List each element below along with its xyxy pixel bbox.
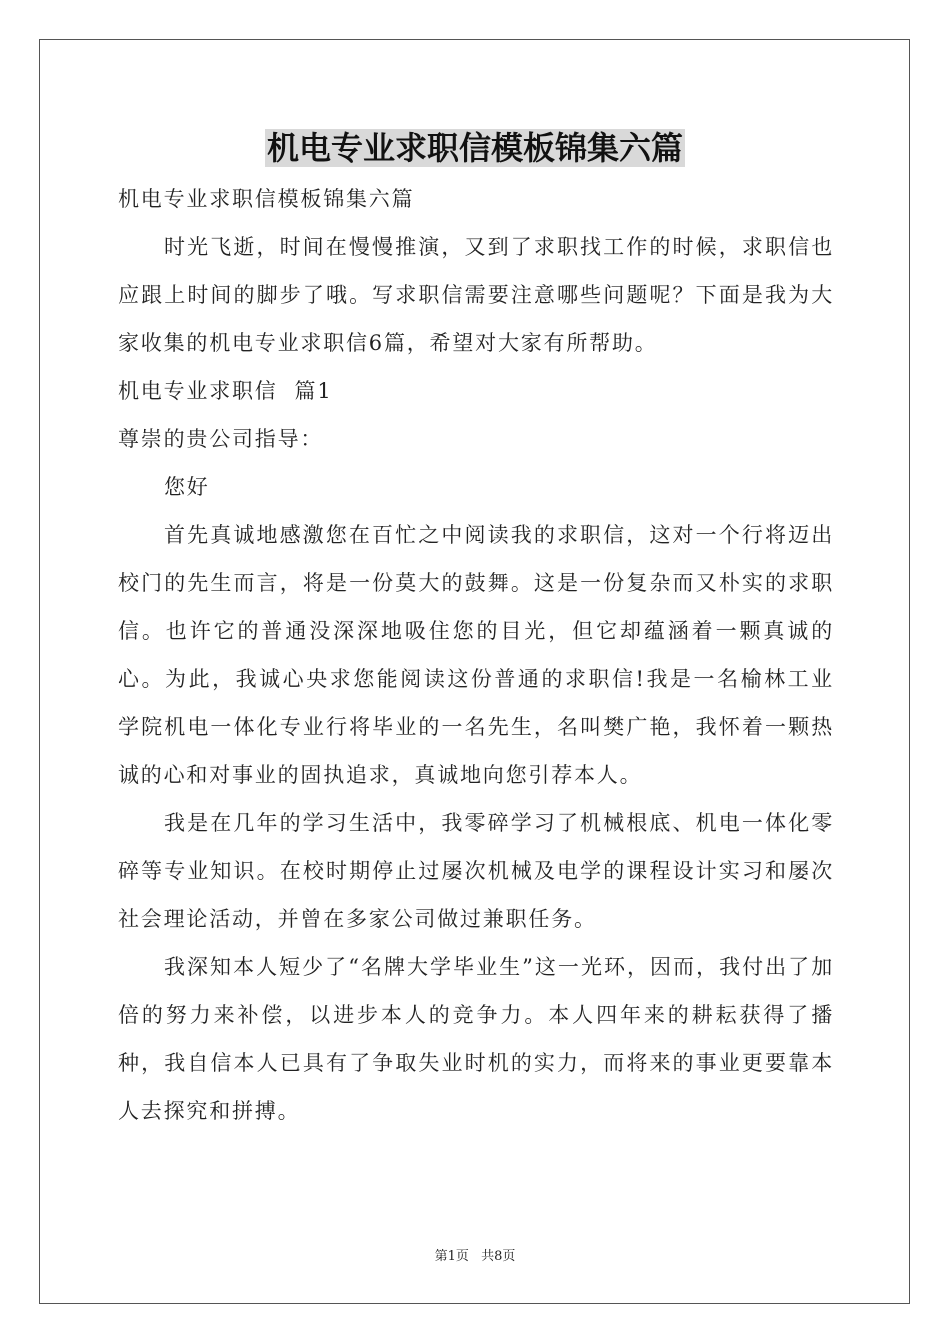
page-number: 第1页: [434, 1249, 469, 1264]
document-title-text: 机电专业求职信模板锦集六篇: [266, 129, 683, 167]
document-subtitle: 机电专业求职信模板锦集六篇: [118, 187, 415, 211]
page-footer: [0, 1245, 950, 1264]
greeting: 您好: [164, 475, 210, 499]
letter-paragraph-1: 首先真诚地感激您在百忙之中阅读我的求职信，这对一个行将迈出校门的先生而言，将是一份莫大的鼓舞。这是一份复杂而又朴实的求职信。也许它的普通没深深地吸住您的目光，但它却蕴涵着一颗真诚的心。为此，我诚心央求您能阅读这份普通的求职信!我是一名榆林工业学院机电一体化专业行将毕业的一名先生，名叫樊广艳，我怀着一颗热诚的心和对事业的固执追求，真诚地向您引荐本人。: [118, 523, 834, 787]
section-heading: 机电专业求职信 篇1: [118, 379, 333, 403]
document-body: [118, 175, 834, 1135]
page-total: 共8页: [481, 1249, 516, 1264]
letter-paragraph-2: 我是在几年的学习生活中，我零碎学习了机械根底、机电一体化零碎等专业知识。在校时期停止过屡次机械及电学的课程设计实习和屡次社会理论活动，并曾在多家公司做过兼职任务。: [118, 811, 834, 931]
document-title: [0, 126, 950, 170]
letter-paragraph-3: 我深知本人短少了“名牌大学毕业生”这一光环，因而，我付出了加倍的努力来补偿，以进步本人的竞争力。本人四年来的耕耘获得了播种，我自信本人已具有了争取失业时机的实力，而将来的事业更要靠本人去探究和拼搏。: [118, 955, 834, 1123]
intro-paragraph: 时光飞逝，时间在慢慢推演，又到了求职找工作的时候，求职信也应跟上时间的脚步了哦。写求职信需要注意哪些问题呢？下面是我为大家收集的机电专业求职信6篇，希望对大家有所帮助。: [118, 235, 834, 355]
salutation: 尊崇的贵公司指导：: [118, 427, 324, 451]
